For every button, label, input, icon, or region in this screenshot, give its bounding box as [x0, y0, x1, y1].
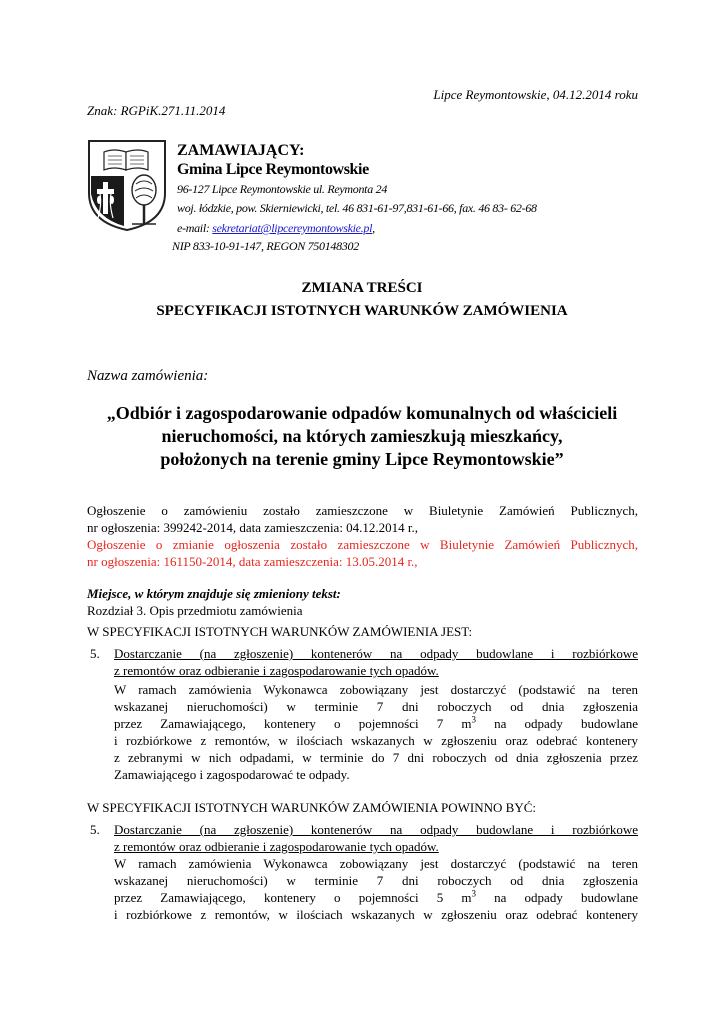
notice-change-line-1: Ogłoszenie o zmianie ogłoszenia zostało zamieszczone w Biuletynie Zamówień Publicznych,	[87, 537, 638, 552]
cubic-superscript: 3	[471, 714, 477, 725]
capacity-text-end: na odpady budowlane	[476, 716, 638, 731]
section-should-body-line-3	[114, 890, 638, 906]
section-is-body-line-3	[114, 716, 638, 732]
section-is-title-line-2: z remontów oraz odbieranie i zagospodarowanie tych opadów.	[114, 663, 439, 678]
buyer-ids: NIP 833-10-91-147, REGON 750148302	[172, 239, 359, 253]
order-name-line-3: położonych na terenie gminy Lipce Reymontowskie”	[160, 449, 564, 469]
coat-of-arms-logo	[86, 138, 168, 232]
section-should-heading: W SPECYFIKACJI ISTOTNYCH WARUNKÓW ZAMÓWIENIA POWINNO BYĆ:	[87, 800, 536, 815]
section-is-number: 5.	[90, 646, 100, 661]
email-prefix: e-mail:	[177, 221, 213, 235]
capacity-text: przez Zamawiającego, kontenery o pojemności 7 m	[114, 716, 472, 731]
reference-number: Znak: RGPiK.271.11.2014	[87, 103, 226, 118]
section-is-body-line-4: i rozbiórkowe z remontów, w ilościach wskazanych w zgłoszeniu oraz odebrać kontenery	[114, 733, 638, 748]
cubic-superscript: 3	[471, 888, 477, 899]
notice-line-1: Ogłoszenie o zamówieniu zostało zamieszczone w Biuletynie Zamówień Publicznych,	[87, 503, 638, 518]
document-title: ZMIANA TREŚCI	[301, 280, 423, 296]
order-name-line-1: „Odbiór i zagospodarowanie odpadów komunalnych od właścicieli	[106, 403, 618, 423]
section-is-body-line-2: wskazanej nieruchomości) w terminie 7 dni roboczych od dnia zgłoszenia	[114, 699, 638, 714]
buyer-address: 96-127 Lipce Reymontowskie ul. Reymonta 24	[177, 182, 388, 196]
section-is-body-line-1: W ramach zamówienia Wykonawca zobowiązany jest dostarczyć (podstawić na teren	[114, 682, 638, 697]
email-suffix: ,	[372, 221, 375, 235]
buyer-name: Gmina Lipce Reymontowskie	[177, 161, 369, 178]
buyer-contact: woj. łódzkie, pow. Skierniewicki, tel. 46 831-61-97,831-61-66, fax. 46 83- 62-68	[177, 201, 537, 215]
section-should-body-line-2: wskazanej nieruchomości) w terminie 7 dni roboczych od dnia zgłoszenia	[114, 873, 638, 888]
email-link[interactable]: sekretariat@lipcereymontowskie.pl	[212, 221, 373, 235]
capacity-text: przez Zamawiającego, kontenery o pojemności 5 m	[114, 890, 472, 905]
order-name-label: Nazwa zamówienia:	[87, 368, 209, 384]
chapter-reference: Rozdział 3. Opis przedmiotu zamówienia	[87, 603, 303, 618]
document-subtitle: SPECYFIKACJI ISTOTNYCH WARUNKÓW ZAMÓWIENIA	[156, 303, 568, 319]
notice-change-line-2: nr ogłoszenia: 161150-2014, data zamieszczenia: 13.05.2014 r.,	[87, 554, 418, 569]
section-should-number: 5.	[90, 822, 100, 837]
buyer-email-line	[177, 221, 375, 236]
section-should-body-line-4: i rozbiórkowe z remontów, w ilościach wskazanych w zgłoszeniu oraz odebrać kontenery	[114, 907, 638, 922]
section-is-body-line-5: z zebranymi w nich odpadami, w terminie do 7 dni roboczych od dnia zgłoszenia przez	[114, 750, 638, 765]
place-date: Lipce Reymontowskie, 04.12.2014 roku	[433, 87, 638, 102]
section-should-title-line-2: z remontów oraz odbieranie i zagospodarowanie tych opadów.	[114, 839, 439, 854]
section-should-title-line-1: Dostarczanie (na zgłoszenie) kontenerów na odpady budowlane i rozbiórkowe	[114, 822, 638, 837]
section-is-body-line-6: Zamawiającego i zagospodarować te odpady.	[114, 767, 350, 782]
section-is-heading: W SPECYFIKACJI ISTOTNYCH WARUNKÓW ZAMÓWIENIA JEST:	[87, 624, 473, 639]
buyer-label: ZAMAWIAJĄCY:	[177, 142, 305, 159]
notice-line-2: nr ogłoszenia: 399242-2014, data zamieszczenia: 04.12.2014 r.,	[87, 520, 419, 535]
location-label: Miejsce, w którym znajduje się zmieniony tekst:	[87, 586, 341, 601]
order-name-line-2: nieruchomości, na których zamieszkują mieszkańcy,	[161, 426, 563, 446]
section-is-title-line-1: Dostarczanie (na zgłoszenie) kontenerów na odpady budowlane i rozbiórkowe	[114, 646, 638, 661]
section-should-body-line-1: W ramach zamówienia Wykonawca zobowiązany jest dostarczyć (podstawić na teren	[114, 856, 638, 871]
capacity-text-end: na odpady budowlane	[476, 890, 638, 905]
